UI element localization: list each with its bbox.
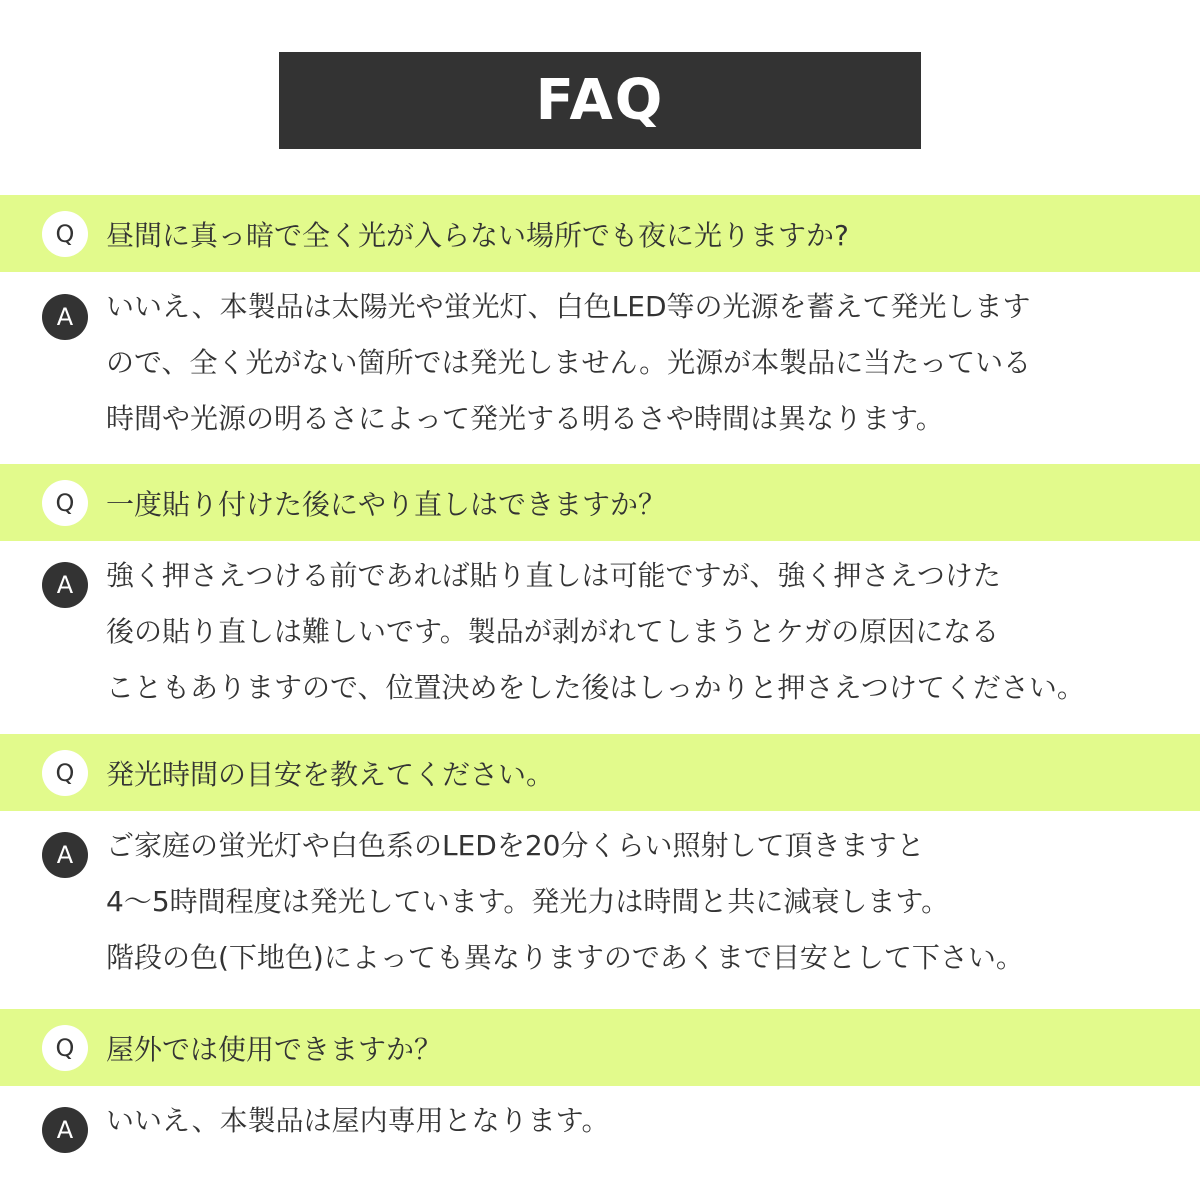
faq-question: 昼間に真っ暗で全く光が入らない場所でも夜に光りますか? — [106, 218, 849, 252]
faq-question-row — [0, 195, 1200, 272]
answer-marker: A — [42, 832, 88, 878]
page-title: FAQ — [535, 68, 665, 133]
faq-answer — [106, 1093, 1186, 1149]
answer-marker: A — [42, 294, 88, 340]
question-marker: Q — [42, 480, 88, 526]
answer-marker: A — [42, 1107, 88, 1153]
faq-question: 一度貼り付けた後にやり直しはできますか？ — [106, 487, 667, 521]
answer-line: 時間や光源の明るさによって発光する明るさや時間は異なります。 — [106, 402, 944, 435]
answer-line: ので、全く光がない箇所では発光しません。光源が本製品に当たっている — [106, 346, 1032, 379]
answer-line: いいえ、本製品は太陽光や蛍光灯、白色LED等の光源を蓄えて発光します — [106, 290, 1031, 323]
faq-question: 屋外では使用できますか？ — [106, 1032, 443, 1066]
answer-line: いいえ、本製品は屋内専用となります。 — [106, 1104, 610, 1137]
answer-line: 4〜5時間程度は発光しています。発光力は時間と共に減衰します。 — [106, 885, 950, 918]
faq-question: 発光時間の目安を教えてください。 — [106, 757, 555, 791]
faq-title-banner — [279, 52, 921, 149]
answer-line: 後の貼り直しは難しいです。製品が剥がれてしまうとケガの原因になる — [106, 615, 1000, 648]
answer-line: 階段の色(下地色)によっても異なりますのであくまで目安として下さい。 — [106, 941, 1024, 974]
faq-answer — [106, 818, 1186, 986]
answer-line: こともありますので、位置決めをした後はしっかりと押さえつけてください。 — [106, 671, 1085, 704]
answer-line: 強く押さえつける前であれば貼り直しは可能ですが、強く押さえつけた — [106, 559, 1001, 592]
faq-answer — [106, 279, 1186, 447]
faq-answer — [106, 548, 1186, 716]
question-marker: Q — [42, 211, 88, 257]
faq-question-row — [0, 734, 1200, 811]
faq-question-row — [0, 1009, 1200, 1086]
question-marker: Q — [42, 750, 88, 796]
answer-marker: A — [42, 562, 88, 608]
question-marker: Q — [42, 1025, 88, 1071]
faq-question-row — [0, 464, 1200, 541]
answer-line: ご家庭の蛍光灯や白色系のLEDを20分くらい照射して頂きますと — [106, 829, 925, 862]
